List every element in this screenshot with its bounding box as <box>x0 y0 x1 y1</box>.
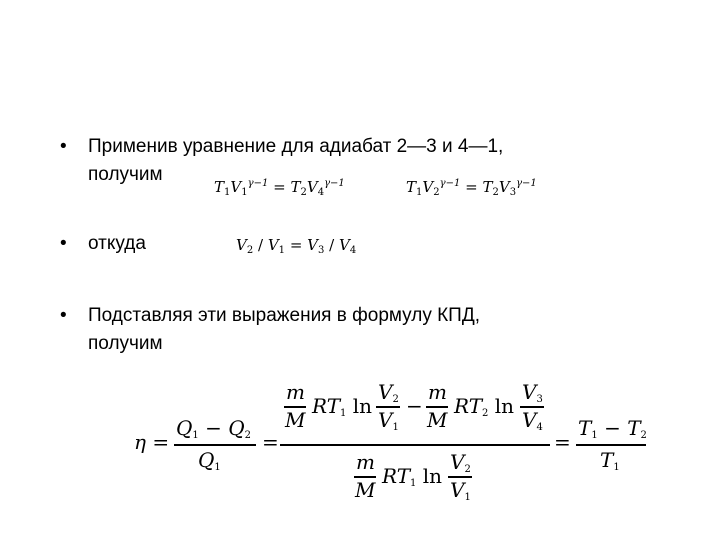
bullet-whence <box>60 230 260 260</box>
bullet-marker: • <box>60 136 67 157</box>
bullet-text-line1: Применив уравнение для адиабат 2—3 и 4—1, <box>88 136 504 157</box>
bullet-text-line2: получим <box>88 164 163 185</box>
bullet-marker: • <box>60 233 67 254</box>
formula-adiabat-1: $T_1V_1^{\gamma-1} = T_2V_4^{\gamma-1}$ <box>214 178 345 198</box>
formula-volume-ratio: $V_2 / V_1 = V_3 / V_4$ <box>236 236 357 256</box>
bullet-substituting <box>60 302 680 362</box>
bullet-text-line2: получим <box>88 333 163 354</box>
formula-adiabat-2: $T_1V_2^{\gamma-1} = T_2V_3^{\gamma-1}$ <box>406 178 537 198</box>
bullet-apply-equation <box>60 133 680 193</box>
bullet-marker: • <box>60 305 67 326</box>
formula-efficiency: η = $Q_1 - Q_2$ $Q_1$ = m M $RT_1$ ln $V_2$ $V_1$ − m M $RT_2$ ln $V_3$ $V_4$ m M $RT_1$ ln $V_2$ $V_1$ = $T_1 - T_2$ $T_1$ <box>134 380 647 503</box>
bullet-text-line1: откуда <box>88 233 146 254</box>
bullet-text-line1: Подставляя эти выражения в формулу КПД, <box>88 305 480 326</box>
